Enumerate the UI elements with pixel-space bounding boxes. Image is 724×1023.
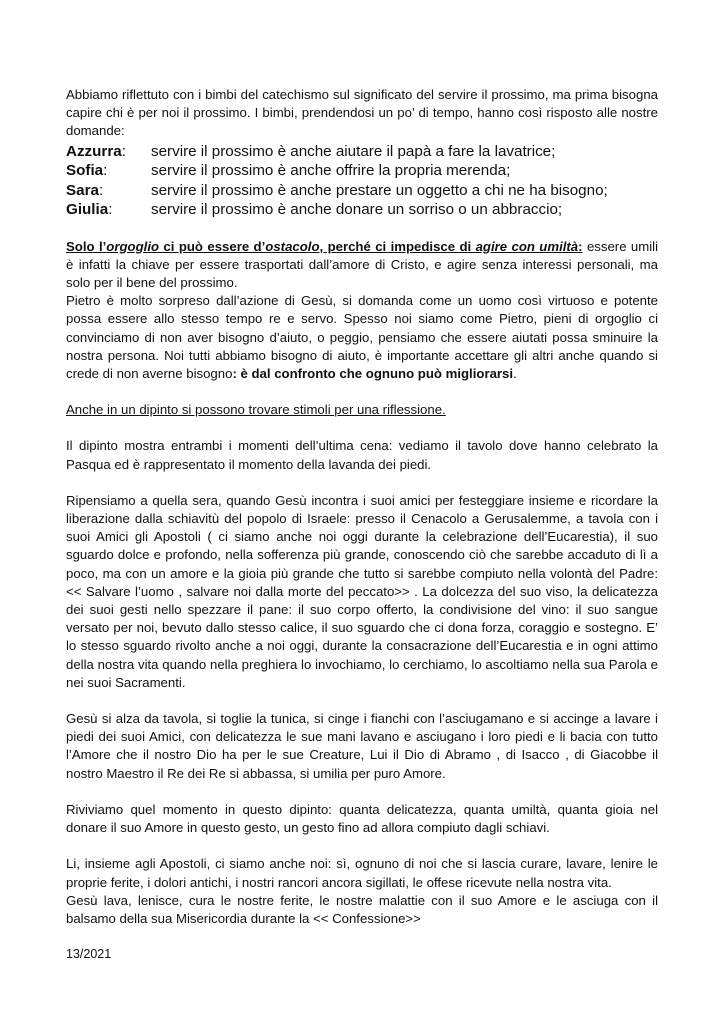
spacer bbox=[66, 419, 658, 437]
answer-name: Giulia bbox=[66, 201, 109, 219]
spacer bbox=[66, 692, 658, 710]
washing-paragraph: Gesù si alza da tavola, si toglie la tunica, si cinge i fianchi con l’asciugamano e si accinge a lavare i piedi dei suoi Amici, con delicatezza le sue mani lavano e asciugano i loro piedi e li bacia con tutto l’Amore che il nostro Dio ha per le sue Creature, Lui il Dio di Abramo , di Isacco , di Giacobbe il nostro Maestro il Re dei Re si abbassa, si umilia per puro Amore. bbox=[66, 711, 658, 781]
pietro-bold-conclusion: : è dal confronto che ognuno può migliorarsi bbox=[232, 366, 514, 382]
painting-heading: Anche in un dipinto si possono trovare stimoli per una riflessione. bbox=[66, 402, 446, 418]
spacer bbox=[66, 783, 658, 801]
evening-paragraph: Ripensiamo a quella sera, quando Gesù incontra i suoi amici per festeggiare insieme e ricordare la liberazione dalla schiavitù del popolo di Israele: presso il Cenacolo a Gerusalemme, a tavola con i suoi Amici gli Apostoli ( ci siamo anche noi oggi durante la celebrazione dell’Eucarestia), il suo sguardo dolce e profondo, nella sofferenza più grande, conoscendo ciò che sarebbe accaduto di lì a poco, ma con un amore e la gioia più grande che tutto si sarebbe compiuto nella volontà del Padre: << Salvare l’uomo , salvare noi dalla morte del peccato>> . La dolcezza del suo viso, la delicatezza dei suoi gesti nello spezzare il pane: il suo corpo offerto, la condivisione del vino: il suo sangue versato per noi, bevuto dallo stesso calice, il suo sguardo che ci dona forza, coraggio e sostegno. E’ lo stesso sguardo rivolto anche a noi oggi, durante la consacrazione dell’Eucarestia e in ogni attimo della nostra vita quando nella preghiera lo invochiamo, lo cerchiamo, lo ascoltiamo nella sua Parola e nei suoi Sacramenti. bbox=[66, 492, 658, 690]
answer-text: servire il prossimo è anche donare un sorriso o un abbraccio; bbox=[151, 201, 563, 219]
spacer bbox=[66, 837, 658, 855]
answer-item: Giulia: servire il prossimo è anche donare un sorriso o un abbraccio; bbox=[66, 201, 563, 219]
pride-statement: Solo l’orgoglio ci può essere d’ostacolo, perché ci impedisce di agire con umiltà: bbox=[66, 238, 583, 254]
page-footer-number: 13/2021 bbox=[66, 947, 112, 961]
answer-text: servire il prossimo è anche prestare un oggetto a chi ne ha bisogno; bbox=[151, 181, 608, 199]
answer-name: Azzurra bbox=[66, 142, 122, 160]
pietro-paragraph: Pietro è molto sorpreso dall’azione di Gesù, si domanda come un uomo così virtuoso e potente possa essere allo stesso tempo re e servo. Spesso noi siamo come Pietro, pieni di orgoglio ci convinciamo di non aver bisogno d’aiuto, o peggio, pensiamo che essere aiutati possa sminuire la nostra persona. Noi tutti abbiamo bisogno di aiuto, è importante accettare gli altri anche quando si crede di non averne bisogno: è dal confronto che ognuno può migliorarsi. bbox=[66, 293, 658, 382]
answer-item: Azzurra: servire il prossimo è anche aiutare il papà a fare la lavatrice; bbox=[66, 142, 556, 160]
spacer bbox=[66, 474, 658, 492]
painting-description: Il dipinto mostra entrambi i momenti dell’ultima cena: vediamo il tavolo dove hanno celebrato la Pasqua ed è rappresentato il momento della lavanda dei piedi. bbox=[66, 438, 658, 472]
there-paragraph: Li, insieme agli Apostoli, ci siamo anche noi: sì, ognuno di noi che si lascia curare, lavare, lenire le proprie ferite, i dolori antichi, i nostri rancori ancora sigillati, le offese ricevute nella nostra vita. bbox=[66, 856, 658, 890]
children-answers bbox=[66, 142, 658, 220]
answer-text: servire il prossimo è anche offrire la propria merenda; bbox=[151, 162, 511, 180]
answer-name: Sofia bbox=[66, 162, 104, 180]
heals-paragraph: Gesù lava, lenisce, cura le nostre ferite, le nostre malattie con il suo Amore e le asciuga con il balsamo della sua Misericordia durante la << Confessione>> bbox=[66, 892, 658, 926]
document-body bbox=[66, 86, 658, 928]
answer-name: Sara bbox=[66, 181, 99, 199]
answer-text: servire il prossimo è anche aiutare il papà a fare la lavatrice; bbox=[151, 142, 556, 160]
answer-item: Sara: servire il prossimo è anche prestare un oggetto a chi ne ha bisogno; bbox=[66, 181, 608, 199]
intro-paragraph: Abbiamo riflettuto con i bimbi del catechismo sul significato del servire il prossimo, ma prima bisogna capire chi è per noi il prossimo. I bimbi, prendendosi un po’ di tempo, hanno così risposto alle nostre domande: bbox=[66, 87, 658, 139]
spacer bbox=[66, 220, 658, 238]
relive-paragraph: Riviviamo quel momento in questo dipinto: quanta delicatezza, quanta umiltà, quanta gioia nel donare il suo Amore in questo gesto, un gesto fino ad allora compiuto dagli schiavi. bbox=[66, 801, 658, 836]
pride-paragraph: Solo l’orgoglio ci può essere d’ostacolo, perché ci impedisce di agire con umiltà: essere umili è infatti la chiave per essere trasportati dall’amore di Cristo, e agire senza interessi personali, ma solo per il bene del prossimo. bbox=[66, 238, 659, 291]
answer-item: Sofia: servire il prossimo è anche offrire la propria merenda; bbox=[66, 162, 511, 180]
spacer bbox=[66, 383, 658, 401]
